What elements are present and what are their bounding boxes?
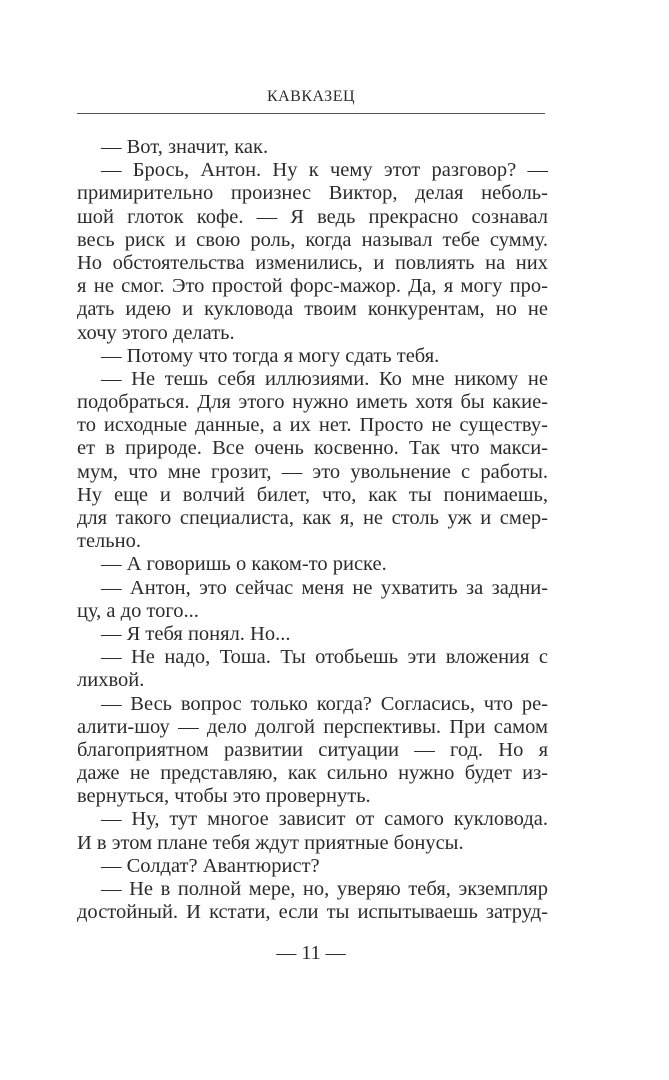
text-line: Но обстоятельства изменились, и повлиять на них	[77, 251, 548, 274]
text-line: — Я тебя понял. Но...	[101, 622, 291, 645]
paragraph	[77, 855, 548, 878]
text-line: — Антон, это сейчас меня не ухватить за задни-	[101, 576, 548, 599]
text-line: хочу этого делать.	[77, 321, 235, 344]
paragraph	[77, 808, 548, 854]
text-line: я не смог. Это простой форс-мажор. Да, я могу про-	[77, 275, 548, 298]
text-line: — Весь вопрос только когда? Согласись, что ре-	[101, 692, 548, 715]
paragraph	[77, 159, 548, 345]
text-line: — Не тешь себя иллюзиями. Ко мне никому не	[101, 367, 548, 390]
text-line: — Ну, тут многое зависит от самого кукловода.	[101, 808, 548, 831]
text-line: шой глоток кофе. — Я ведь прекрасно сознавал	[77, 205, 548, 228]
text-line: — Потому что тогда я могу сдать тебя.	[101, 344, 440, 367]
paragraph	[77, 368, 548, 554]
text-line: — Солдат? Авантюрист?	[101, 854, 320, 877]
text-line: И в этом плане тебя ждут приятные бонусы.	[77, 831, 464, 854]
paragraph	[77, 577, 548, 623]
paragraph	[77, 878, 548, 924]
text-line: лихвой.	[77, 669, 145, 692]
text-line: — Не надо, Тоша. Ты отобьешь эти вложения с	[101, 646, 548, 669]
text-line: весь риск и свою роль, когда называл тебе сумму.	[77, 228, 548, 251]
text-line: — Не в полной мере, но, уверяю тебя, экземпляр	[101, 878, 548, 900]
paragraph	[77, 136, 548, 159]
header-rule	[77, 113, 545, 114]
text-line: мум, что мне грозит, — это увольнение с работы.	[77, 460, 548, 483]
paragraph	[77, 345, 548, 368]
text-line: благоприятном развитии ситуации — год. Но я	[77, 738, 548, 761]
text-line: — А говоришь о каком-то риске.	[101, 553, 387, 576]
page-number: — 11 —	[276, 942, 346, 964]
running-head: КАВКАЗЕЦ	[266, 88, 356, 105]
text-line: дать идею и кукловода твоим конкурентам, но не	[77, 298, 548, 321]
text-line: алити-шоу — дело долгой перспективы. При самом	[77, 715, 548, 738]
text-line: подобраться. Для этого нужно иметь хотя бы какие-	[77, 391, 548, 414]
text-line: то исходные данные, а их нет. Просто не существу-	[77, 414, 548, 437]
paragraph	[77, 646, 548, 692]
text-line: вернуться, чтобы это провернуть.	[77, 785, 371, 808]
text-line: даже не представляю, как сильно нужно будет из-	[77, 762, 548, 785]
text-line: ет в природе. Все очень косвенно. Так что макси-	[77, 437, 548, 460]
body-text	[77, 136, 548, 924]
text-line: примирительно произнес Виктор, делая неболь-	[77, 182, 548, 205]
text-line: цу, а до того...	[77, 599, 199, 622]
text-line: для такого специалиста, как я, не столь уж и смер-	[77, 507, 548, 529]
text-line: достойный. И кстати, если ты испытываешь затруд-	[77, 901, 548, 924]
text-line: — Вот, значит, как.	[101, 136, 269, 158]
text-line: тельно.	[77, 530, 141, 553]
text-line: — Брось, Антон. Ну к чему этот разговор? —	[101, 159, 548, 182]
paragraph	[77, 623, 548, 646]
paragraph	[77, 693, 548, 809]
text-line: Ну еще и волчий билет, что, как ты понимаешь,	[77, 483, 548, 506]
paragraph	[77, 553, 548, 576]
